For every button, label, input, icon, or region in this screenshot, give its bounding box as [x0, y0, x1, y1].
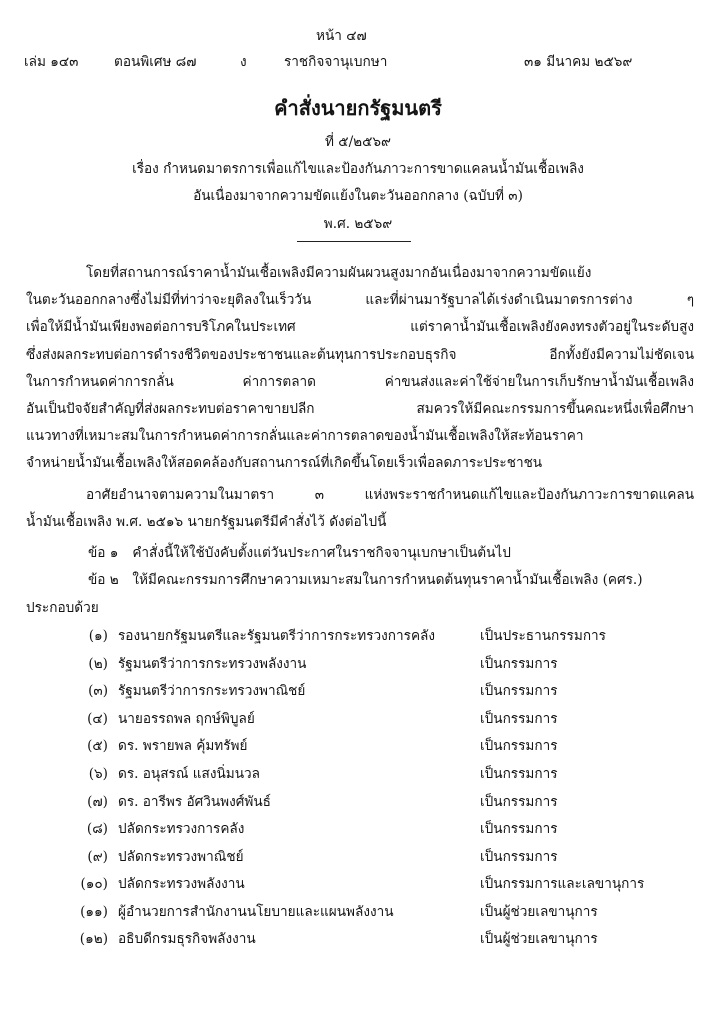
paragraph-line: น้ำมันเชื้อเพลิง พ.ศ. ๒๕๑๖ นายกรัฐมนตรีมีคำสั่งไว้ ดังต่อไปนี้ [26, 514, 387, 531]
member-number: (๗) [87, 794, 108, 810]
committee-member [0, 707, 716, 734]
committee-member [0, 679, 716, 706]
member-number: (๔) [87, 711, 108, 727]
paragraph-line: เพื่อให้มีน้ำมันเพียงพอต่อการบริโภคในประเทศ แต่ราคาน้ำมันเชื้อเพลิงยังคงทรงตัวอยู่ในระดับสูง [26, 319, 694, 336]
member-name: ผู้อำนวยการสำนักงานนโยบายและแผนพลังงาน [118, 904, 394, 920]
paragraph-line: โดยที่สถานการณ์ราคาน้ำมันเชื้อเพลิงมีความผันผวนสูงมากอันเนื่องมาจากความขัดแย้ง [86, 265, 592, 281]
committee-member [0, 927, 716, 954]
section-number: ตอนพิเศษ ๘๗ [114, 54, 197, 70]
member-name: รัฐมนตรีว่าการกระทรวงพาณิชย์ [118, 683, 306, 699]
member-number: (๖) [88, 766, 108, 782]
member-number: (๒) [88, 656, 108, 672]
member-role: เป็นกรรมการและเลขานุการ [480, 876, 645, 892]
member-role: เป็นผู้ช่วยเลขานุการ [480, 931, 598, 947]
gazette-name: ราชกิจจานุเบกษา [284, 54, 388, 70]
clause-2-continuation: ประกอบด้วย [26, 600, 99, 616]
member-role: เป็นกรรมการ [480, 849, 558, 865]
member-role: เป็นประธานกรรมการ [480, 628, 606, 644]
order-subject-line2: อันเนื่องมาจากความขัดแย้งในตะวันออกกลาง (ฉบับที่ ๓) [193, 188, 523, 204]
clause-1 [88, 541, 511, 563]
member-role: เป็นกรรมการ [480, 656, 558, 672]
committee-member [0, 762, 716, 789]
committee-member [0, 624, 716, 651]
paragraph-line: ในตะวันออกกลางซึ่งไม่มีที่ท่าว่าจะยุติลงในเร็ววัน และที่ผ่านมารัฐบาลได้เร่งดำเนินมาตรการต่าง ๆ [26, 292, 694, 309]
committee-member [0, 817, 716, 844]
member-number: (๑๒) [79, 931, 108, 947]
member-name: ดร. พรายพล คุ้มทรัพย์ [118, 738, 248, 754]
paragraph-line: ซึ่งส่งผลกระทบต่อการดำรงชีวิตของประชาชนและต้นทุนการประกอบธุรกิจ อีกทั้งยังมีความไม่ชัดเจน [26, 346, 694, 363]
page-number: หน้า ๔๗ [316, 28, 367, 44]
member-number: (๑) [88, 628, 108, 644]
member-name: รัฐมนตรีว่าการกระทรวงพลังงาน [118, 656, 307, 672]
clause-2 [88, 568, 643, 590]
member-number: (๑๐) [80, 876, 108, 892]
paragraph-line: อาศัยอำนาจตามความในมาตรา ๓ แห่งพระราชกำหนดแก้ไขและป้องกันภาวะการขาดแคลน [86, 487, 694, 503]
member-role: เป็นกรรมการ [480, 821, 558, 837]
member-role: เป็นกรรมการ [480, 766, 558, 782]
member-name: ปลัดกระทรวงพาณิชย์ [118, 849, 244, 865]
committee-member [0, 652, 716, 679]
authority-paragraph [26, 482, 694, 536]
paragraph-line: จำหน่ายน้ำมันเชื้อเพลิงให้สอดคล้องกับสถานการณ์ที่เกิดขึ้นโดยเร็วเพื่อลดภาระประชาชน [26, 455, 543, 472]
paragraph-line: แนวทางที่เหมาะสมในการกำหนดค่าการกลั่นและค่าการตลาดของน้ำมันเชื้อเพลิงให้สะท้อนราคา [26, 428, 584, 445]
clause-number: ข้อ ๒ [88, 572, 119, 588]
part-letter: ง [240, 54, 247, 70]
member-number: (๑๑) [80, 904, 108, 920]
preamble-paragraph [26, 260, 694, 478]
clause-text: คำสั่งนี้ให้ใช้บังคับตั้งแต่วันประกาศในราชกิจจานุเบกษาเป็นต้นไป [132, 545, 511, 561]
volume-number: เล่ม ๑๔๓ [24, 54, 79, 70]
order-title: คำสั่งนายกรัฐมนตรี [274, 96, 442, 120]
member-name: ปลัดกระทรวงการคลัง [118, 821, 245, 837]
committee-member [0, 872, 716, 899]
member-name: ปลัดกระทรวงพลังงาน [118, 876, 245, 892]
member-number: (๙) [87, 849, 108, 865]
committee-member [0, 734, 716, 761]
member-name: รองนายกรัฐมนตรีและรัฐมนตรีว่าการกระทรวงการคลัง [118, 628, 436, 644]
member-name: ดร. อารีพร อัศวินพงศ์พันธ์ [118, 794, 271, 810]
member-number: (๕) [87, 738, 108, 754]
clause-number: ข้อ ๑ [88, 545, 119, 561]
member-role: เป็นกรรมการ [480, 794, 558, 810]
order-number: ที่ ๕/๒๕๖๙ [325, 134, 391, 150]
paragraph-line: ในการกำหนดค่าการกลั่น ค่าการตลาด ค่าขนส่งและค่าใช้จ่ายในการเก็บรักษาน้ำมันเชื้อเพลิง [26, 373, 694, 390]
member-role: เป็นผู้ช่วยเลขานุการ [480, 904, 598, 920]
clause-text: ให้มีคณะกรรมการศึกษาความเหมาะสมในการกำหนดต้นทุนราคาน้ำมันเชื้อเพลิง (คศร.) [132, 572, 643, 588]
committee-member [0, 790, 716, 817]
paragraph-line: อันเป็นปัจจัยสำคัญที่ส่งผลกระทบต่อราคาขายปลีก สมควรให้มีคณะกรรมการขึ้นคณะหนึ่งเพื่อศึกษา [26, 401, 694, 418]
gazette-date: ๓๑ มีนาคม ๒๕๖๙ [524, 54, 633, 70]
member-name: ดร. อนุสรณ์ แสงนิ่มนวล [118, 766, 260, 782]
member-number: (๘) [86, 821, 108, 837]
order-subject-line1: เรื่อง กำหนดมาตรการเพื่อแก้ไขและป้องกันภาวะการขาดแคลนน้ำมันเชื้อเพลิง [132, 161, 584, 177]
member-name: อธิบดีกรมธุรกิจพลังงาน [118, 931, 256, 947]
committee-member [0, 900, 716, 927]
member-role: เป็นกรรมการ [480, 738, 558, 754]
title-divider [297, 241, 411, 242]
order-year: พ.ศ. ๒๕๖๙ [323, 216, 393, 232]
member-name: นายอรรถพล ฤกษ์พิบูลย์ [118, 711, 255, 727]
member-number: (๓) [88, 683, 108, 699]
committee-member [0, 845, 716, 872]
member-role: เป็นกรรมการ [480, 711, 558, 727]
member-role: เป็นกรรมการ [480, 683, 558, 699]
